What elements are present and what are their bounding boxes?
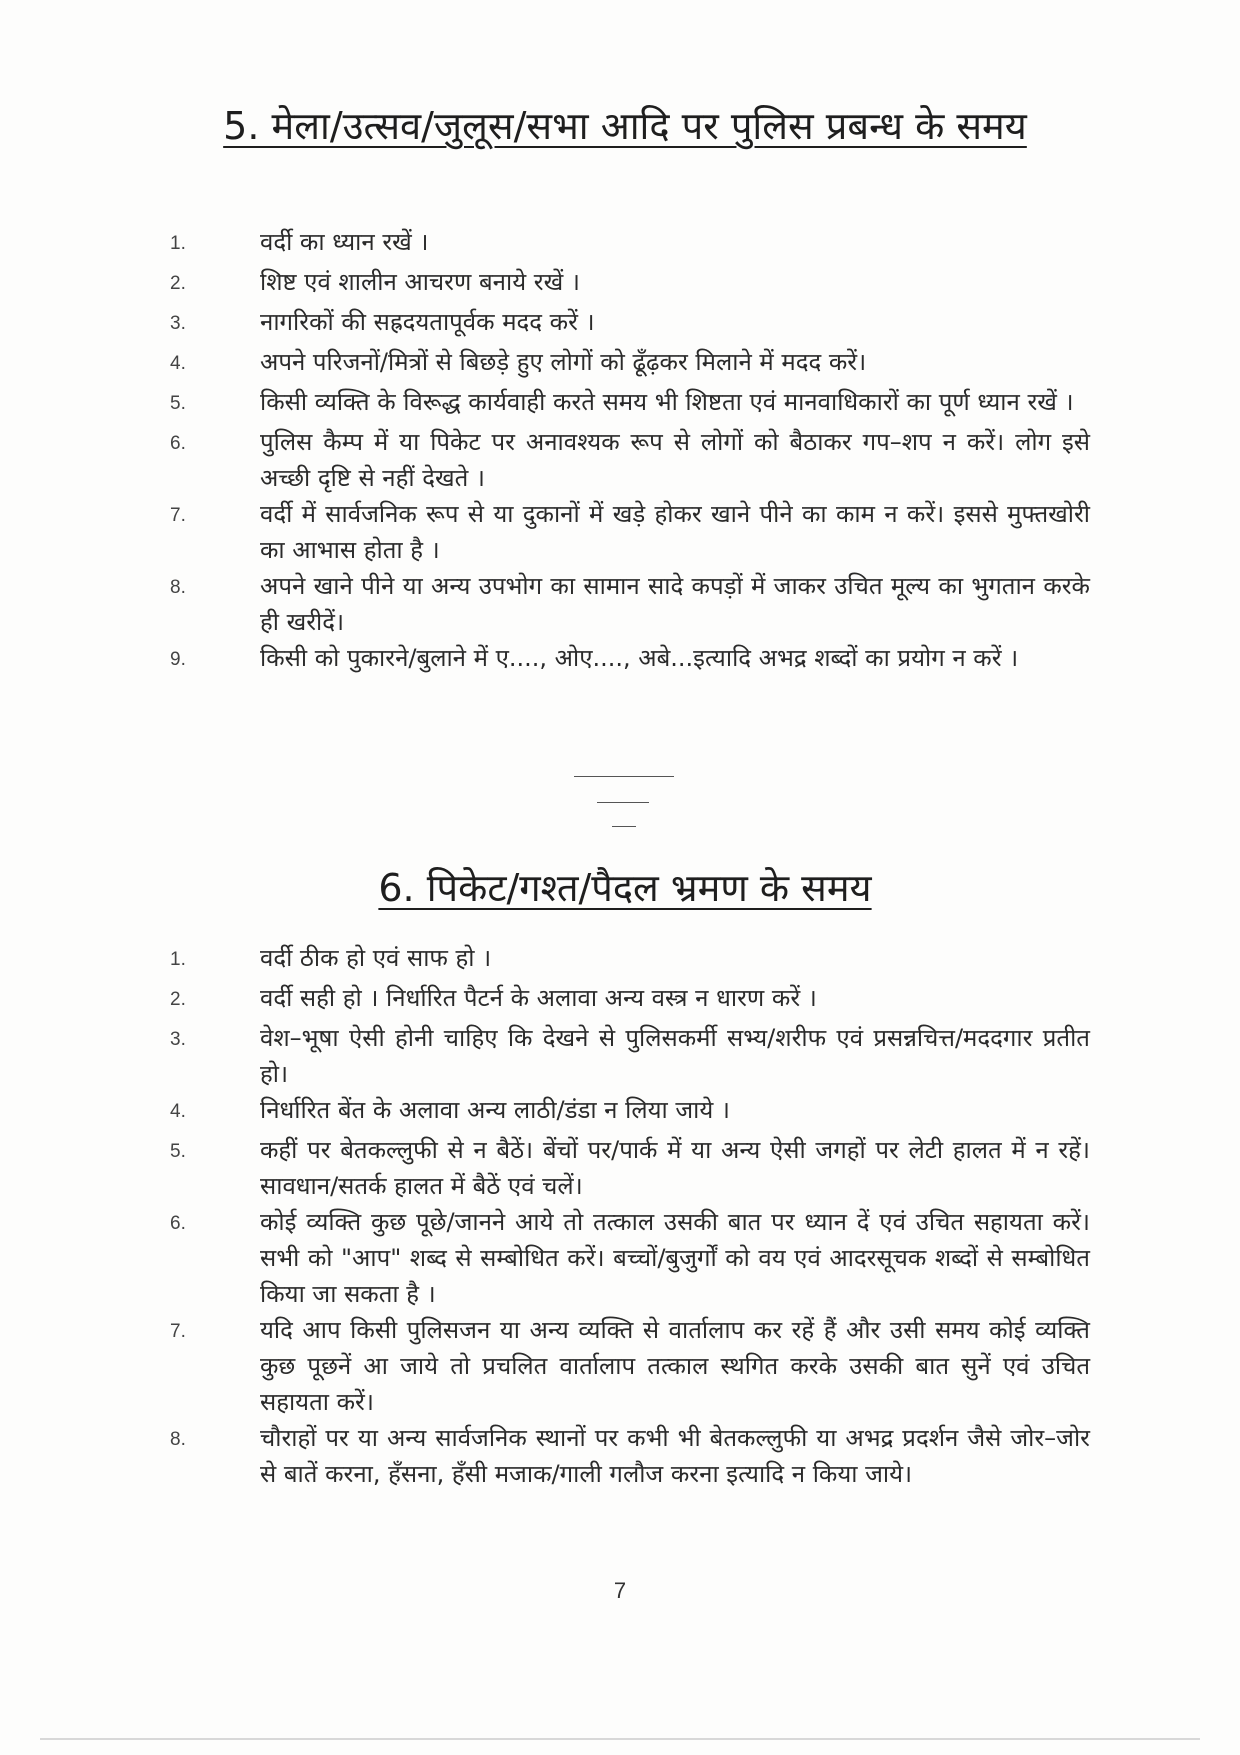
list-item [170,1132,1090,1204]
list-item [170,1312,1090,1420]
list-item [170,940,1090,980]
list-item [170,568,1090,640]
item-text: किसी व्यक्ति के विरूद्ध कार्यवाही करते समय भी शिष्टता एवं मानवाधिकारों का पूर्ण ध्यान रखें । [260,388,1074,416]
scan-edge-line [40,1738,1200,1740]
item-number: 7. [170,505,186,526]
item-number: 8. [170,1429,186,1450]
item-number: 1. [170,233,186,254]
list-item [170,1092,1090,1132]
item-text: चौराहों पर या अन्य सार्वजनिक स्थानों पर कभी भी बेतकल्लुफी या अभद्र प्रदर्शन जैसे जोर–जोर से बातें करना, हँसना, हँसी मजाक/गाली गलौज करना इत्यादि न किया जाये। [260,1424,1090,1488]
list-item [170,384,1090,424]
item-text: अपने परिजनों/मित्रों से बिछड़े हुए लोगों को ढूँढ़कर मिलाने में मदद करें। [260,348,867,376]
item-number: 4. [170,353,186,374]
item-text: पुलिस कैम्प में या पिकेट पर अनावश्यक रूप से लोगों को बैठाकर गप–शप न करें। लोग इसे अच्छी दृष्टि से नहीं देखते । [260,428,1090,492]
item-number: 4. [170,1101,186,1122]
item-number: 5. [170,1141,186,1162]
item-text: वर्दी का ध्यान रखें । [260,228,429,256]
item-number: 7. [170,1321,186,1342]
item-text: अपने खाने पीने या अन्य उपभोग का सामान सादे कपड़ों में जाकर उचित मूल्य का भुगतान करके ही खरीदें। [260,572,1090,636]
list-item [170,424,1090,496]
page-number: 7 [613,1578,627,1603]
list-item [170,304,1090,344]
item-number: 9. [170,649,186,670]
item-text: वर्दी ठीक हो एवं साफ हो । [260,944,492,972]
section-6-title: 6. पिकेट/गश्त/पैदल भ्रमण के समय [378,866,872,910]
item-text: वर्दी सही हो । निर्धारित पैटर्न के अलावा अन्य वस्त्र न धारण करें । [260,984,817,1012]
item-text: कोई व्यक्ति कुछ पूछे/जानने आये तो तत्काल उसकी बात पर ध्यान दें एवं उचित सहायता करें। सभी को "आप" शब्द से सम्बोधित करें। बच्चों/बुजुर्गों को वय एवं आदरसूचक शब्दों से सम्बोधित किया जा सकता है । [260,1208,1090,1308]
item-text: यदि आप किसी पुलिसजन या अन्य व्यक्ति से वार्तालाप कर रहें हैं और उसी समय कोई व्यक्ति कुछ पूछनें आ जाये तो प्रचलित वार्तालाप तत्काल स्थगित करके उसकी बात सुनें एवं उचित सहायता करें। [260,1316,1090,1416]
item-text: शिष्ट एवं शालीन आचरण बनाये रखें । [260,268,580,296]
item-text: वर्दी में सार्वजनिक रूप से या दुकानों में खड़े होकर खाने पीने का काम न करें। इससे मुफ्तखोरी का आभास होता है । [260,500,1090,564]
list-item [170,264,1090,304]
item-text: निर्धारित बेंत के अलावा अन्य लाठी/डंडा न लिया जाये । [260,1096,731,1124]
item-number: 5. [170,393,186,414]
list-item [170,1020,1090,1092]
item-number: 2. [170,989,186,1010]
item-number: 1. [170,949,186,970]
section-6-list [170,940,1090,1492]
section-5-title: 5. मेला/उत्सव/जुलूस/सभा आदि पर पुलिस प्रबन्ध के समय [223,104,1027,148]
item-number: 2. [170,273,186,294]
separator-line [612,826,636,827]
item-number: 3. [170,1029,186,1050]
item-number: 6. [170,433,186,454]
item-text: वेश–भूषा ऐसी होनी चाहिए कि देखने से पुलिसकर्मी सभ्य/शरीफ एवं प्रसन्नचित्त/मददगार प्रतीत हो। [260,1024,1090,1088]
item-text: कहीं पर बेतकल्लुफी से न बैठें। बेंचों पर/पार्क में या अन्य ऐसी जगहों पर लेटी हालत में न रहें। सावधान/सतर्क हालत में बैठें एवं चलें। [260,1136,1090,1200]
section-5-list [170,224,1090,680]
list-item [170,1204,1090,1312]
separator-line [597,802,649,803]
list-item [170,496,1090,568]
item-text: किसी को पुकारने/बुलाने में ए...., ओए...., अबे...इत्यादि अभद्र शब्दों का प्रयोग न करें । [260,644,1019,672]
list-item [170,344,1090,384]
item-number: 6. [170,1213,186,1234]
list-item [170,224,1090,264]
list-item [170,1420,1090,1492]
item-number: 8. [170,577,186,598]
list-item [170,980,1090,1020]
list-item [170,640,1090,680]
item-number: 3. [170,313,186,334]
separator-line [574,776,674,777]
item-text: नागरिकों की सह्रदयतापूर्वक मदद करें । [260,308,595,336]
